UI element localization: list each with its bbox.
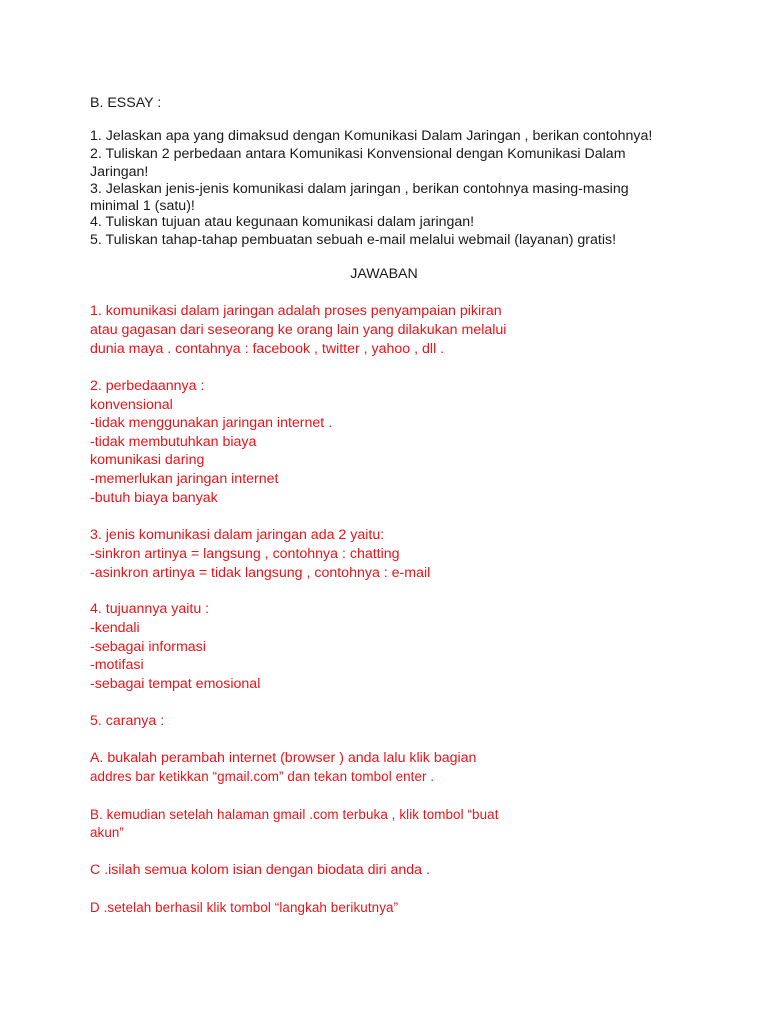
question-4: 4. Tuliskan tujuan atau kegunaan komunikasi dalam jaringan! — [90, 214, 475, 230]
question-3-cont: minimal 1 (satu)! — [90, 198, 195, 214]
step-a-line-1: A. bukalah perambah internet (browser ) anda lalu klik bagian — [90, 750, 477, 766]
answer-4-line-4: -sebagai tempat emosional — [90, 676, 261, 692]
answer-2-line-6: -butuh biaya banyak — [90, 490, 218, 506]
answer-2-line-5: -memerlukan jaringan internet — [90, 471, 279, 487]
question-1: 1. Jelaskan apa yang dimaksud dengan Komunikasi Dalam Jaringan , berikan contohnya! — [90, 128, 653, 144]
answer-2-heading: 2. perbedaannya : — [90, 378, 205, 394]
step-b-line-1: B. kemudian setelah halaman gmail .com terbuka , klik tombol “buat — [90, 807, 499, 822]
step-d: D .setelah berhasil klik tombol “langkah berikutnya” — [90, 900, 399, 915]
answer-3-line-2: -asinkron artinya = tidak langsung , contohnya : e-mail — [90, 565, 431, 581]
answer-1-line-1: 1. komunikasi dalam jaringan adalah proses penyampaian pikiran — [90, 303, 502, 319]
answer-1-line-3: dunia maya . contahnya : facebook , twitter , yahoo , dll . — [90, 341, 445, 357]
step-c: C .isilah semua kolom isian dengan biodata diri anda . — [90, 862, 430, 878]
step-b-line-2: akun” — [90, 825, 124, 840]
question-2: 2. Tuliskan 2 perbedaan antara Komunikasi Konvensional dengan Komunikasi Dalam — [90, 146, 626, 162]
answer-2-line-1: konvensional — [90, 397, 173, 413]
answer-3-heading: 3. jenis komunikasi dalam jaringan ada 2 yaitu: — [90, 527, 385, 543]
answer-4-line-1: -kendali — [90, 620, 140, 636]
step-a-line-2: addres bar ketikkan “gmail.com” dan tekan tombol enter . — [90, 769, 435, 784]
answer-2-line-2: -tidak menggunakan jaringan internet . — [90, 415, 333, 431]
answer-1-line-2: atau gagasan dari seseorang ke orang lain yang dilakukan melalui — [90, 322, 507, 338]
answer-4-heading: 4. tujuannya yaitu : — [90, 601, 210, 617]
answer-4-line-2: -sebagai informasi — [90, 639, 206, 655]
answers-title: JAWABAN — [350, 266, 418, 282]
question-3: 3. Jelaskan jenis-jenis komunikasi dalam jaringan , berikan contohnya masing-masing — [90, 181, 629, 197]
essay-heading: B. ESSAY : — [90, 95, 162, 111]
answer-2-line-3: -tidak membutuhkan biaya — [90, 434, 257, 450]
answer-4-line-3: -motifasi — [90, 657, 144, 673]
question-2-cont: Jaringan! — [90, 164, 149, 180]
question-5: 5. Tuliskan tahap-tahap pembuatan sebuah e-mail melalui webmail (layanan) gratis! — [90, 232, 617, 248]
answer-5-heading: 5. caranya : — [90, 713, 165, 729]
answer-2-line-4: komunikasi daring — [90, 452, 205, 468]
answer-3-line-1: -sinkron artinya = langsung , contohnya : chatting — [90, 546, 400, 562]
